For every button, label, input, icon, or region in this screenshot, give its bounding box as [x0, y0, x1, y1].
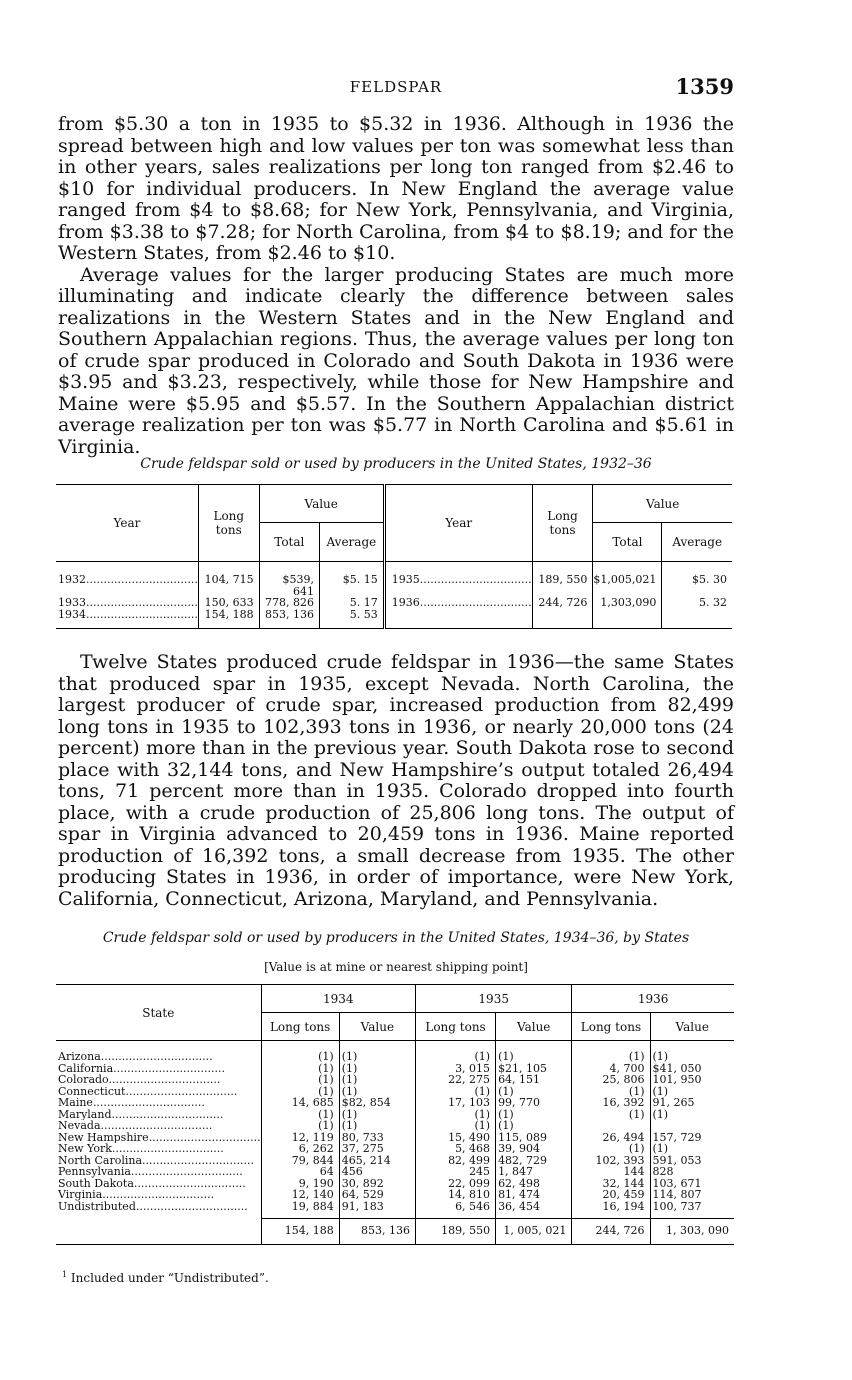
- t2-value-cell: (1): [496, 1120, 572, 1132]
- t2-state-cell: Maryland................................: [58, 1108, 224, 1120]
- t2-value-cell: 14, 685: [261, 1097, 339, 1109]
- t1-total-cell: 778, 826: [259, 597, 319, 609]
- t2-value-cell: 482, 729: [496, 1155, 572, 1167]
- t1-tons-cell-right: 189, 550: [532, 574, 593, 597]
- t1-avg-cell: 5. 17: [319, 597, 384, 609]
- t2-value-cell: 5, 468: [416, 1143, 496, 1155]
- t2-value-cell: 15, 490: [416, 1132, 496, 1144]
- t1-year-header-right: Year: [384, 485, 532, 562]
- t2-value-cell: 99, 770: [496, 1097, 572, 1109]
- t2-value-cell: 22, 099: [416, 1178, 496, 1190]
- table-row: [56, 1109, 734, 1121]
- table2-caption: Crude feldspar sold or used by producers in the United States, 1934–36, by States: [102, 930, 690, 946]
- body-text-top: [58, 114, 734, 458]
- t2-value-cell: (1): [572, 1109, 650, 1121]
- t2-value-cell: 101, 950: [650, 1074, 734, 1086]
- t2-value-cell: (1): [261, 1120, 339, 1132]
- t2-state-cell: Undistributed................................: [58, 1200, 248, 1212]
- t1-tons-cell: 154, 188: [198, 609, 259, 621]
- t2-total-row: [56, 1218, 734, 1242]
- t1-tons-header-right: Long tons: [532, 485, 593, 562]
- t2-value-cell: (1): [650, 1051, 734, 1063]
- t2-state-cell: Maine................................: [58, 1097, 205, 1109]
- t2-value-cell: 144: [572, 1166, 650, 1178]
- table-row: [56, 1120, 734, 1132]
- page-header: [58, 74, 734, 104]
- t2-value-cell: 64, 529: [339, 1189, 415, 1201]
- t2-value-cell: 157, 729: [650, 1132, 734, 1144]
- t2-value-cell: [650, 1120, 734, 1132]
- t1-year-cell-right: 1936................................: [384, 597, 532, 609]
- t2-value-cell: 25, 806: [572, 1074, 650, 1086]
- t2-value-cell: 4, 700: [572, 1063, 650, 1075]
- t2-value-cell: (1): [261, 1086, 339, 1098]
- t2-state-cell: South Dakota................................: [58, 1177, 246, 1189]
- t2-value-cell: $41, 050: [650, 1063, 734, 1075]
- t2-tons-header-1934: Long tons: [261, 1013, 339, 1041]
- t2-value-cell: 20, 459: [572, 1189, 650, 1201]
- t2-value-cell: (1): [339, 1109, 415, 1121]
- t1-total-header: Total: [259, 523, 319, 562]
- t2-value-cell: 17, 103: [416, 1097, 496, 1109]
- t1-total-cell: 853, 136: [259, 609, 319, 621]
- t2-value-cell: (1): [261, 1074, 339, 1086]
- t1-year-cell-right: 1935................................: [384, 574, 532, 597]
- t2-value-cell: (1): [261, 1109, 339, 1121]
- t2-state-cell: Virginia................................: [58, 1189, 215, 1201]
- t2-value-cell: 64: [261, 1166, 339, 1178]
- t1-year-cell: 1934................................: [58, 608, 198, 620]
- t1-tons-cell: 150, 633: [198, 597, 259, 609]
- t1-value-header-right: Value: [593, 485, 732, 523]
- t2-value-cell: 9, 190: [261, 1178, 339, 1190]
- t2-value-cell: (1): [261, 1063, 339, 1075]
- t2-total-label-cell: [56, 1218, 261, 1242]
- t2-value-cell: 465, 214: [339, 1155, 415, 1167]
- t1-total-cell-right: $1,005,021: [593, 574, 662, 597]
- t2-value-cell: (1): [339, 1051, 415, 1063]
- t1-total-header-right: Total: [593, 523, 662, 562]
- t2-value-cell: 82, 499: [416, 1155, 496, 1167]
- t2-value-cell: (1): [339, 1086, 415, 1098]
- t2-value-cell: [572, 1120, 650, 1132]
- paragraph-1: from $5.30 a ton in 1935 to $5.32 in 1936. Although in 1936 the spread between high and low values per ton was somewhat less than in other years, sales realizations per long ton ranged from $2.46 to $10 for individual producers. In New England the average value ranged from $4 to $8.68; for New York, Pennsylvania, and Virginia, from $3.38 to $7.28; for North Carolina, from $4 to $8.19; and for the Western States, from $2.46 to $10.: [58, 113, 734, 264]
- t2-state-cell: New Hampshire................................: [58, 1131, 261, 1143]
- t2-value-cell: 39, 904: [496, 1143, 572, 1155]
- t2-value-cell: 3, 015: [416, 1063, 496, 1075]
- t2-value-header-1935: Value: [496, 1013, 572, 1041]
- t2-value-cell: 91, 183: [339, 1201, 415, 1213]
- t2-state-cell: Pennsylvania................................: [58, 1166, 243, 1178]
- t1-total-cell-right: 1,303,090: [593, 597, 662, 609]
- table1-caption: Crude feldspar sold or used by producers in the United States, 1932–36: [140, 456, 652, 472]
- t2-value-cell: (1): [650, 1143, 734, 1155]
- t2-value-cell: 91, 265: [650, 1097, 734, 1109]
- t2-value-cell: 14, 810: [416, 1189, 496, 1201]
- t1-avg-cell: 5. 53: [319, 609, 384, 621]
- t2-state-cell: Connecticut................................: [58, 1085, 238, 1097]
- table-row: [56, 1201, 734, 1213]
- t2-value-cell: 12, 119: [261, 1132, 339, 1144]
- t2-value-cell: 245: [416, 1166, 496, 1178]
- table-row: [56, 1097, 734, 1109]
- t1-average-header: Average: [319, 523, 384, 562]
- t2-value-cell: 22, 275: [416, 1074, 496, 1086]
- t1-year-header: Year: [56, 485, 198, 562]
- t2-value-cell: $21, 105: [496, 1063, 572, 1075]
- t2-state-cell: Colorado................................: [58, 1074, 221, 1086]
- t2-state-cell: California................................: [58, 1062, 226, 1074]
- t2-body: [56, 1051, 734, 1212]
- t2-state-cell: Nevada................................: [58, 1120, 213, 1132]
- t2-state-cell: New York................................: [58, 1143, 224, 1155]
- t2-value-cell: (1): [339, 1063, 415, 1075]
- t2-value-cell: 114, 807: [650, 1189, 734, 1201]
- t2-value-cell: 6, 262: [261, 1143, 339, 1155]
- t2-value-cell: 115, 089: [496, 1132, 572, 1144]
- t2-state-cell: Arizona................................: [58, 1051, 213, 1063]
- t2-value-cell: (1): [416, 1051, 496, 1063]
- t2-value-cell: 591, 053: [650, 1155, 734, 1167]
- t2-value-cell: 100, 737: [650, 1201, 734, 1213]
- t2-state-header: State: [56, 985, 261, 1041]
- t2-value-cell: 79, 844: [261, 1155, 339, 1167]
- table-row: [56, 574, 732, 597]
- t2-value-header-1936: Value: [650, 1013, 734, 1041]
- t2-value-cell: (1): [496, 1109, 572, 1121]
- t2-value-cell: 64, 151: [496, 1074, 572, 1086]
- footnote-text: Included under “Undistributed”.: [70, 1271, 269, 1285]
- t2-value-cell: 32, 144: [572, 1178, 650, 1190]
- t2-1934-header: 1934: [261, 985, 415, 1013]
- t2-value-cell: (1): [339, 1120, 415, 1132]
- paragraph-3: Twelve States produced crude feldspar in 1936—the same States that produced spar in 1935, except Nevada. North Carolina, the largest producer of crude spar, increased production from 82,499 long tons in 1935 to 102,393 tons in 1936, or nearly 20,000 tons (24 percent) more than in the previous year. South Dakota rose to second place with 32,144 tons, and New Hampshire’s output totaled 26,494 tons, 71 percent more than in 1935. Colorado dropped into fourth place, with a crude production of 25,806 long tons. The output of spar in Virginia advanced to 20,459 tons in 1936. Maine reported production of 16,392 tons, a small decrease from 1935. The other producing States in 1936, in order of importance, were New York, California, Connecticut, Arizona, Maryland, and Pennsylvania.: [58, 651, 734, 910]
- t1-year-cell: 1933................................: [58, 597, 198, 609]
- t2-total-cell: 1, 303, 090: [650, 1218, 734, 1242]
- t2-tons-header-1935: Long tons: [416, 1013, 496, 1041]
- body-text-middle: [58, 652, 734, 910]
- t2-value-cell: (1): [261, 1051, 339, 1063]
- t2-value-cell: (1): [572, 1086, 650, 1098]
- table-row: [56, 1143, 734, 1155]
- t2-total-cell: 154, 188: [261, 1218, 339, 1242]
- t2-value-cell: 16, 194: [572, 1201, 650, 1213]
- t2-value-cell: (1): [416, 1086, 496, 1098]
- table-row: [56, 1189, 734, 1201]
- t1-avg-cell: $5. 15: [319, 574, 384, 597]
- t2-value-cell: 30, 892: [339, 1178, 415, 1190]
- t1-total-cell: $539, 641: [259, 574, 319, 597]
- t2-value-cell: (1): [496, 1086, 572, 1098]
- paragraph-2: Average values for the larger producing States are much more illuminating and indicate clearly the difference between sales realizations in the Western States and in the New England and Southern Appalachian regions. Thus, the average values per long ton of crude spar produced in Colorado and South Dakota in 1936 were $3.95 and $3.23, respectively, while those for New Hampshire and Maine were $5.95 and $5.57. In the Southern Appalachian district average realization per ton was $5.77 in North Carolina and $5.61 in Virginia.: [58, 263, 734, 458]
- t2-value-cell: 1, 847: [496, 1166, 572, 1178]
- t2-value-cell: 12, 140: [261, 1189, 339, 1201]
- table2-subcaption: [Value is at mine or nearest shipping point]: [264, 960, 528, 974]
- t2-value-cell: (1): [572, 1051, 650, 1063]
- t2-value-cell: 80, 733: [339, 1132, 415, 1144]
- table-row: [56, 597, 732, 609]
- t2-value-cell: 19, 884: [261, 1201, 339, 1213]
- page-number: 1359: [675, 74, 734, 99]
- table-row: [56, 609, 732, 621]
- footnote-mark: 1: [62, 1270, 68, 1279]
- t2-value-cell: 6, 546: [416, 1201, 496, 1213]
- table-row: [56, 1051, 734, 1063]
- t2-value-cell: 62, 498: [496, 1178, 572, 1190]
- t2-value-cell: (1): [650, 1109, 734, 1121]
- t2-value-cell: 102, 393: [572, 1155, 650, 1167]
- t2-value-cell: (1): [650, 1086, 734, 1098]
- table2: [56, 984, 734, 1245]
- t1-tons-cell-right: 244, 726: [532, 597, 593, 609]
- t1-avg-cell-right: $5. 30: [662, 574, 732, 597]
- t2-state-cell: North Carolina................................: [58, 1154, 254, 1166]
- t2-value-cell: (1): [339, 1074, 415, 1086]
- t1-avg-cell-right: 5. 32: [662, 597, 732, 609]
- t1-tons-header: Long tons: [198, 485, 259, 562]
- t2-value-cell: 26, 494: [572, 1132, 650, 1144]
- table-row: [56, 1166, 734, 1178]
- t2-total-cell: 189, 550: [416, 1218, 496, 1242]
- t2-value-cell: 81, 474: [496, 1189, 572, 1201]
- t1-average-header-right: Average: [662, 523, 732, 562]
- t2-1935-header: 1935: [416, 985, 572, 1013]
- table1: [56, 484, 732, 629]
- t2-value-cell: (1): [416, 1120, 496, 1132]
- t2-value-cell: 36, 454: [496, 1201, 572, 1213]
- t2-1936-header: 1936: [572, 985, 734, 1013]
- t2-value-cell: 828: [650, 1166, 734, 1178]
- t2-value-cell: (1): [572, 1143, 650, 1155]
- t2-tons-header-1936: Long tons: [572, 1013, 650, 1041]
- t1-year-cell: 1932................................: [58, 574, 198, 586]
- t2-value-cell: 103, 671: [650, 1178, 734, 1190]
- t2-value-header-1934: Value: [339, 1013, 415, 1041]
- t2-value-cell: 456: [339, 1166, 415, 1178]
- t2-total-cell: 244, 726: [572, 1218, 650, 1242]
- t1-tons-cell: 104, 715: [198, 574, 259, 597]
- t1-value-header: Value: [259, 485, 384, 523]
- running-head: FELDSPAR: [349, 78, 443, 96]
- t2-value-cell: $82, 854: [339, 1097, 415, 1109]
- t2-value-cell: 37, 275: [339, 1143, 415, 1155]
- t2-total-cell: 1, 005, 021: [496, 1218, 572, 1242]
- t2-value-cell: (1): [496, 1051, 572, 1063]
- t2-total-cell: 853, 136: [339, 1218, 415, 1242]
- t2-value-cell: 16, 392: [572, 1097, 650, 1109]
- t2-value-cell: (1): [416, 1109, 496, 1121]
- table-row: [56, 1074, 734, 1086]
- footnote: [62, 1270, 269, 1285]
